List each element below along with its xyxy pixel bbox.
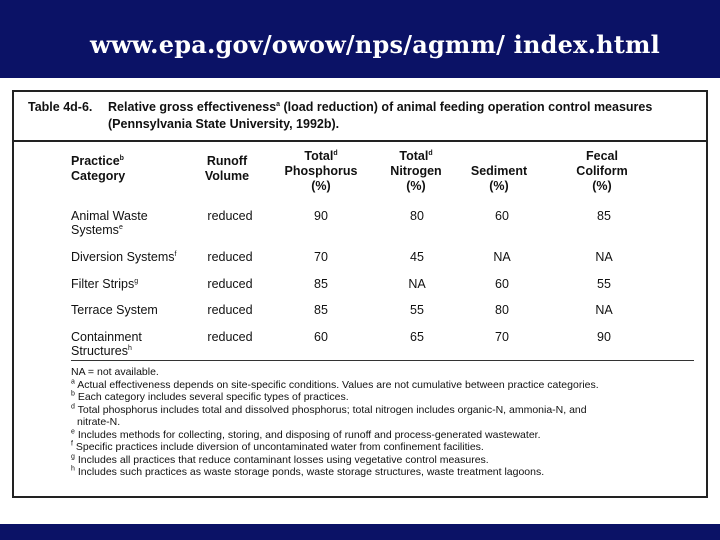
row2-runoff: reduced (207, 250, 253, 264)
row3-runoff: reduced (207, 277, 253, 291)
header-phosphorus-line1: Total (304, 149, 334, 163)
header-phosphorus (271, 139, 371, 194)
footnote-b (71, 391, 701, 404)
table-row-practice (71, 250, 201, 264)
table-row-practice (71, 277, 201, 291)
row4-phosphorus: 85 (314, 303, 328, 317)
header-practice-line2: Category (71, 169, 126, 183)
header-coliform-line1: Fecal (586, 149, 618, 163)
header-sediment-line2: (%) (489, 179, 509, 193)
row5-practice-line1: Containment (71, 330, 142, 344)
slide-title-url: www.epa.gov/owow/nps/agmm/ index.html (90, 30, 660, 59)
footnote-a (71, 379, 701, 392)
header-runoff (192, 154, 262, 184)
notes-divider (71, 360, 694, 361)
row4-nitrogen: 55 (410, 303, 424, 317)
footnote-d-text: Total phosphorus includes total and dissolved phosphorus; total nitrogen includes organic-N, ammonia-N, and (77, 403, 587, 416)
footnote-h-mark: h (71, 465, 75, 473)
table-number: Table 4d-6. (28, 100, 93, 114)
row1-nitrogen: 80 (410, 209, 424, 223)
row2-phosphorus: 70 (314, 250, 328, 264)
footnote-e-text: Includes methods for collecting, storing, and disposing of runoff and process-generated wastewater. (77, 428, 541, 441)
row1-sediment: 60 (495, 209, 509, 223)
table-footnotes (71, 366, 701, 479)
footnote-a-text: Actual effectiveness depends on site-specific conditions. Values are not cumulative between practice categories. (77, 378, 599, 391)
header-practice-line1: Practice (71, 154, 120, 168)
header-phosphorus-line2: Phosphorus (284, 164, 358, 178)
caption-line1-rest: (load reduction) of animal feeding operation control measures (280, 100, 653, 114)
row4-sediment: 80 (495, 303, 509, 317)
row3-phosphorus: 85 (314, 277, 328, 291)
footnote-a-mark: a (71, 378, 75, 385)
footnote-e (71, 429, 701, 442)
footnote-d-mark: d (71, 403, 75, 410)
row5-nitrogen: 65 (410, 330, 424, 344)
row1-practice-line2: Systems (71, 223, 119, 237)
footnote-e-mark: e (71, 428, 75, 435)
row2-practice-line1: Diversion Systems (71, 250, 175, 264)
row1-coliform: 85 (597, 209, 611, 223)
header-sediment (459, 164, 539, 194)
header-phosphorus-line3: (%) (311, 179, 331, 193)
table-caption (28, 99, 688, 133)
row2-sediment: NA (493, 250, 511, 264)
table-row-practice (71, 303, 201, 317)
row3-coliform: 55 (597, 277, 611, 291)
header-coliform-line3: (%) (592, 179, 612, 193)
footnote-h (71, 466, 701, 479)
header-nitrogen-line2: Nitrogen (390, 164, 442, 178)
row5-practice-line2: Structures (71, 344, 128, 358)
footnote-d (71, 404, 701, 417)
header-nitrogen-line1: Total (399, 149, 429, 163)
row3-nitrogen: NA (408, 277, 426, 291)
footnote-g-text: Includes all practices that reduce contaminant losses using vegetative control measures. (77, 453, 489, 466)
footnote-g-mark: g (71, 453, 75, 460)
row1-mark: e (118, 223, 123, 231)
header-nitrogen-line3: (%) (406, 179, 426, 193)
row2-nitrogen: 45 (410, 250, 424, 264)
table-row-practice (71, 330, 201, 358)
header-coliform (562, 149, 642, 194)
header-nitrogen (376, 139, 456, 194)
effectiveness-table (12, 90, 708, 498)
row5-mark: h (127, 344, 132, 352)
row5-sediment: 70 (495, 330, 509, 344)
row4-practice-line1: Terrace System (71, 303, 158, 317)
row1-runoff: reduced (207, 209, 253, 223)
row4-coliform: NA (595, 303, 613, 317)
footnote-b-text: Each category includes several specific types of practices. (77, 391, 349, 403)
caption-footnote-mark: a (276, 100, 281, 108)
caption-line2: (Pennsylvania State University, 1992b). (108, 117, 340, 131)
row2-mark: f (174, 250, 177, 258)
row3-practice-line1: Filter Strips (71, 277, 135, 291)
header-phosphorus-mark: d (333, 149, 338, 157)
header-runoff-line1: Runoff (206, 154, 248, 168)
footnote-f-mark: f (71, 440, 73, 448)
row2-coliform: NA (595, 250, 613, 264)
footnote-g (71, 454, 701, 467)
row5-coliform: 90 (597, 330, 611, 344)
footnote-h-text: Includes such practices as waste storage ponds, waste storage structures, waste treatment lagoons. (77, 466, 545, 478)
footnote-d-continued: nitrate-N. (77, 416, 121, 428)
table-row-practice (71, 209, 201, 237)
row5-runoff: reduced (207, 330, 253, 344)
caption-line1: Relative gross effectiveness (108, 100, 277, 114)
row4-runoff: reduced (207, 303, 253, 317)
row1-phosphorus: 90 (314, 209, 328, 223)
footnote-na: NA = not available. (71, 366, 159, 378)
header-sediment-line1: Sediment (470, 164, 528, 178)
row3-sediment: 60 (495, 277, 509, 291)
header-runoff-line2: Volume (204, 169, 250, 183)
footnote-f-text: Specific practices include diversion of uncontaminated water from confinement facilities. (75, 441, 484, 453)
row3-mark: g (134, 277, 139, 285)
header-coliform-line2: Coliform (576, 164, 628, 178)
header-practice-mark: b (119, 154, 124, 162)
row5-phosphorus: 60 (314, 330, 328, 344)
footnote-f (71, 441, 701, 454)
header-practice (71, 154, 125, 184)
slide-bottom-bar (0, 524, 720, 540)
header-nitrogen-mark: d (428, 149, 433, 157)
footnote-b-mark: b (71, 390, 75, 398)
row1-practice-line1: Animal Waste (71, 209, 148, 223)
